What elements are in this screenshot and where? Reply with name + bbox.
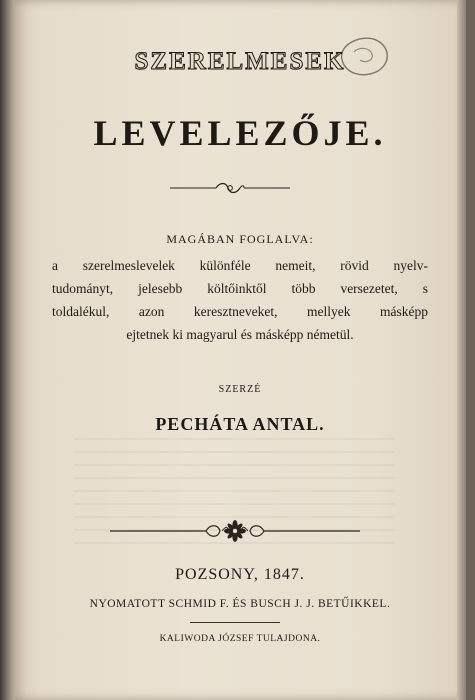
owner-line: KALIWODA JÓZSEF TULAJDONA. [159,634,321,644]
book-spine [0,0,14,700]
title-line-1: SZERELMESEK [134,48,346,75]
description-line: a szerelmeslevelek különféle nemeit, rövid nyelv- [52,258,428,273]
description-line: tudományt, jelesebb költőinktől több versezetet, s [52,281,428,296]
title-line-2: LEVELEZŐJE. [93,113,387,153]
divider-rule [190,622,280,623]
author-name: PECHÁTA ANTAL. [155,414,325,434]
ornament-divider-top [170,180,290,196]
title-page [14,0,466,700]
ornament-divider-bottom [110,518,360,544]
description [52,254,428,346]
subtitle-label: MAGÁBAN FOGLALVA: [166,232,314,246]
printer-line: NYOMATOTT SCHMID F. ÉS BUSCH J. J. BETŰIKKEL. [89,598,391,610]
description-line: ejtetnek ki magyarul és másképp németül. [126,327,354,342]
description-line: toldalékul, azon keresztneveket, mellyek másképp [52,304,428,319]
author-label: SZERZÉ [218,384,262,395]
page-edge [457,0,466,700]
place-and-year: POZSONY, 1847. [175,566,305,583]
